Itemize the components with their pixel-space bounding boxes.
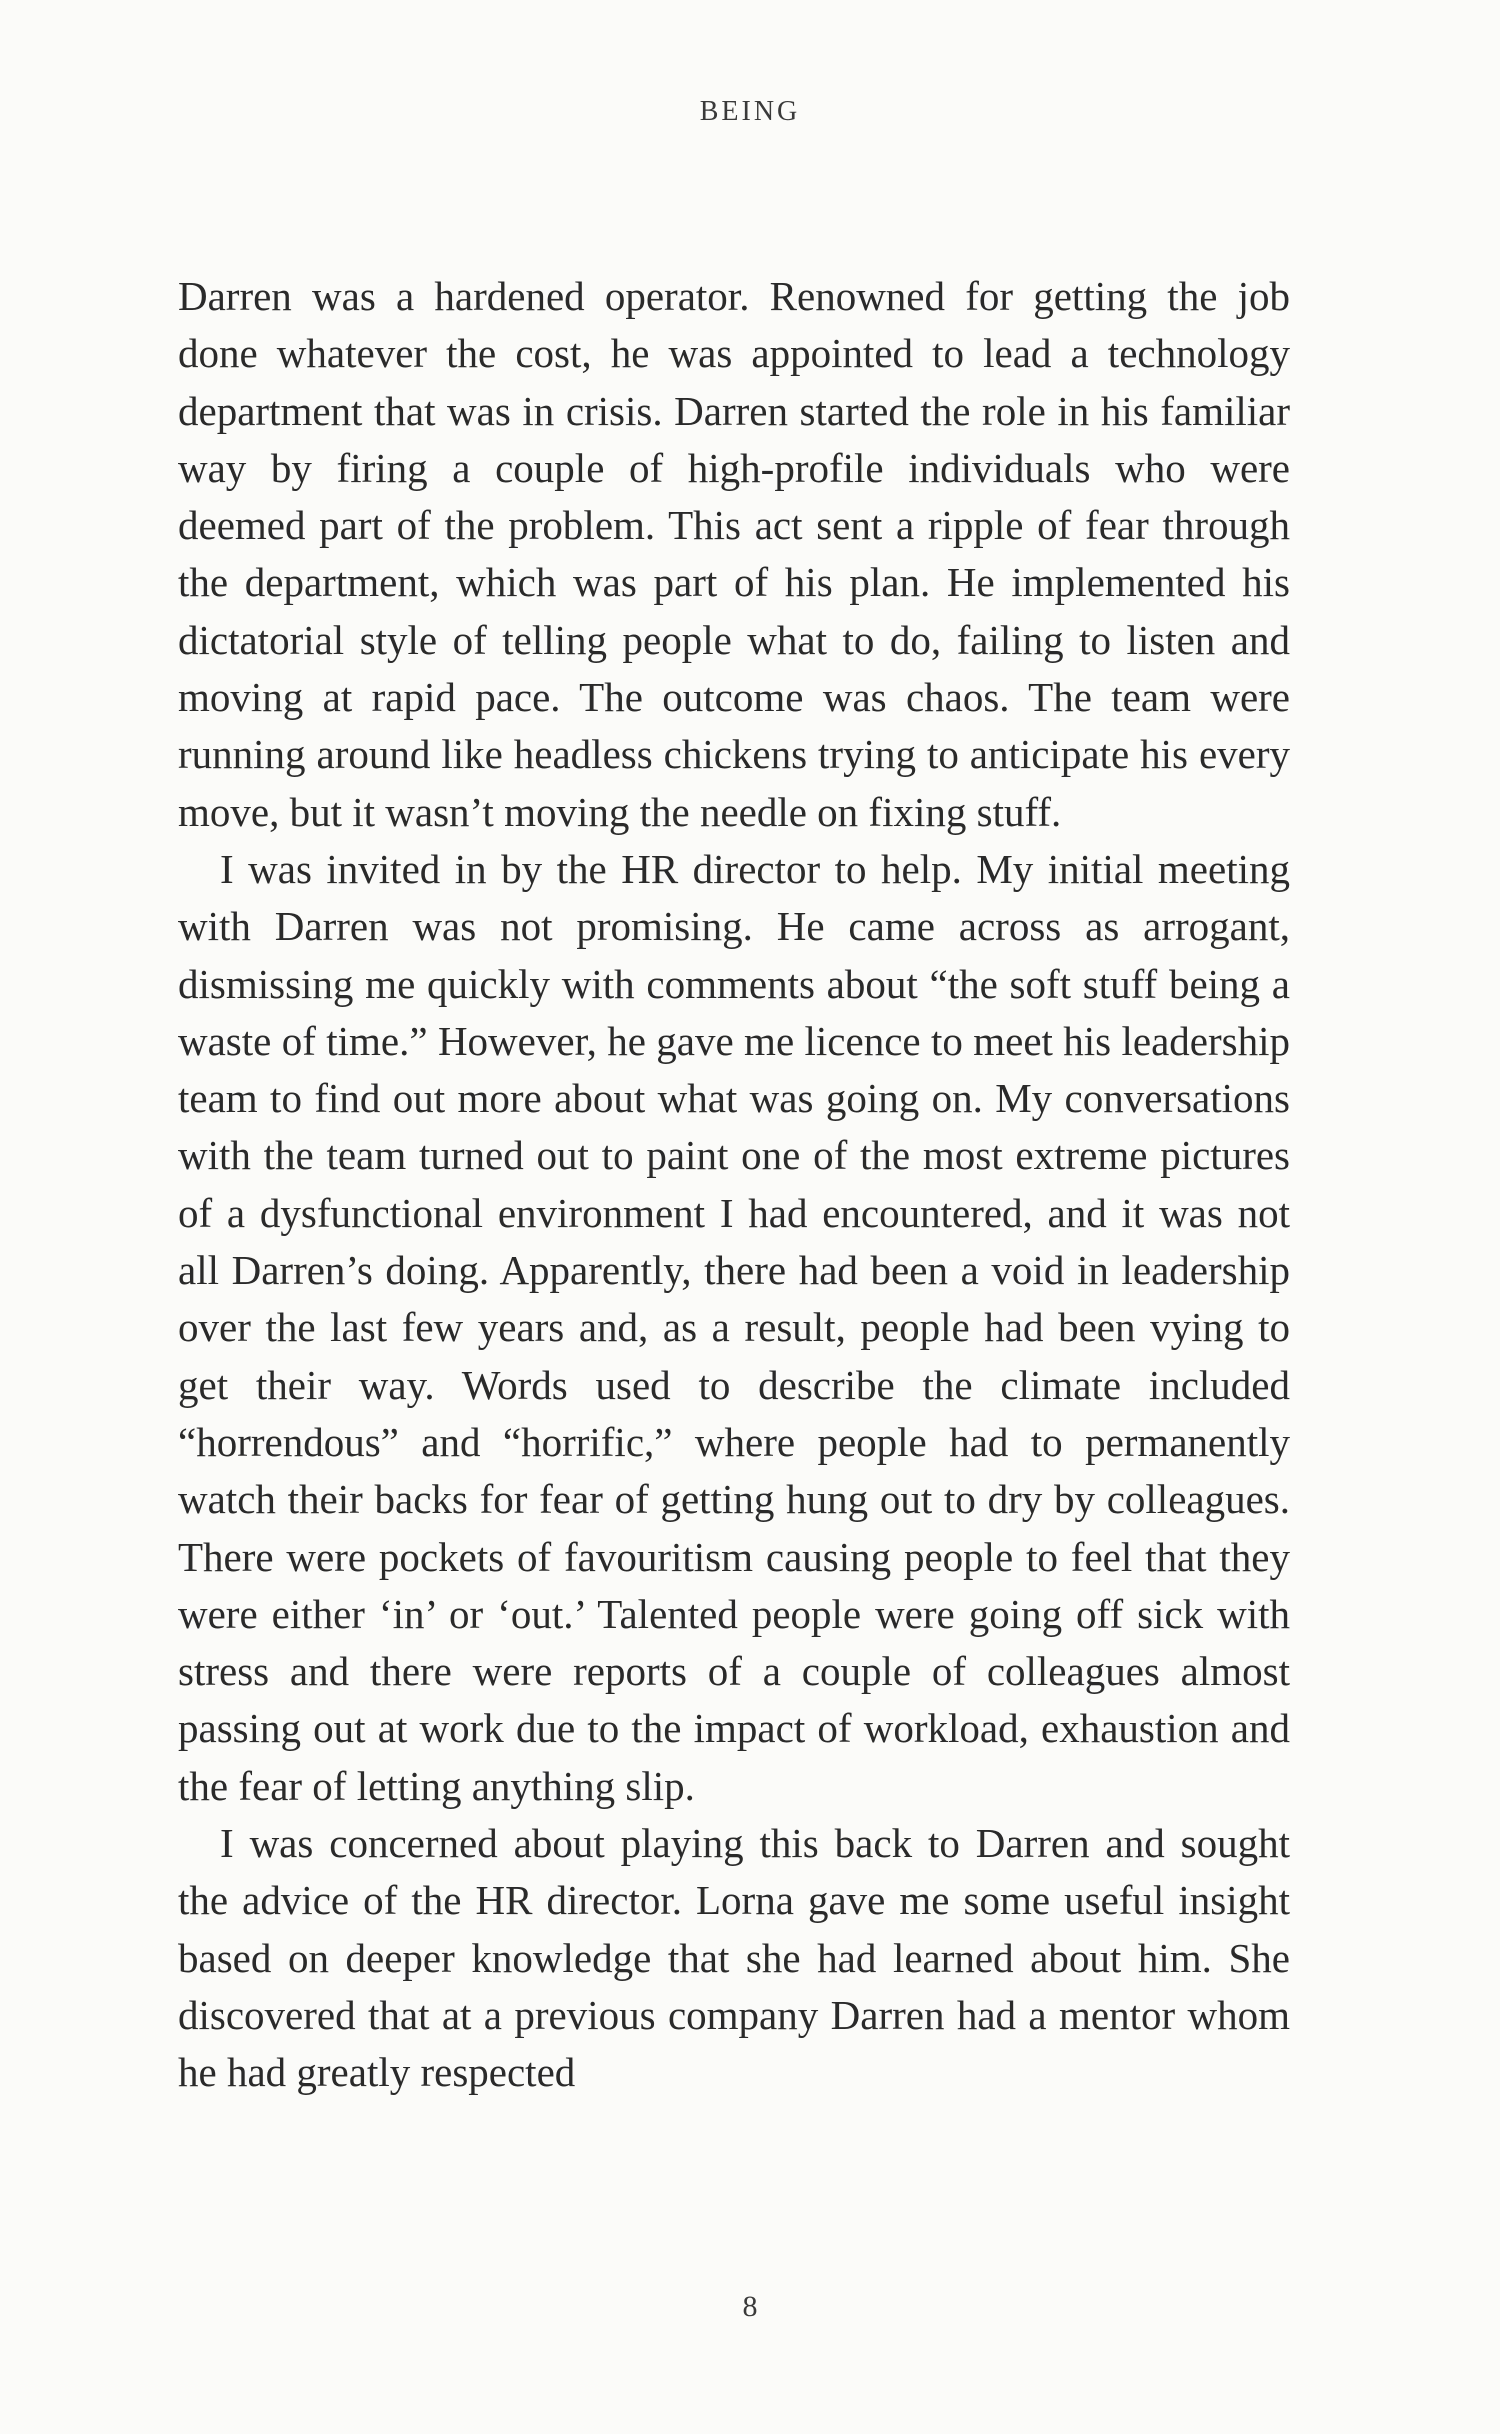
running-head: BEING [699, 96, 801, 127]
body-text [178, 268, 1290, 2102]
paragraph: Darren was a hardened operator. Renowned for getting the job done whatever the cost, he was appointed to lead a technology department that was in crisis. Darren started the role in his familiar way by firing a couple of high-profile individuals who were deemed part of the problem. This act sent a ripple of fear through the department, which was part of his plan. He implemented his dictatorial style of telling people what to do, failing to listen and moving at rapid pace. The outcome was chaos. The team were running around like headless chickens trying to anticipate his every move, but it wasn’t moving the needle on fixing stuff. [178, 273, 1290, 835]
page-number: 8 [742, 2290, 758, 2323]
paragraph: I was invited in by the HR director to help. My initial meeting with Darren was not promising. He came across as arrogant, dismissing me quickly with comments about “the soft stuff being a waste of time.” However, he gave me licence to meet his leadership team to find out more about what was going on. My conversations with the team turned out to paint one of the most extreme pictures of a dysfunctional environment I had encountered, and it was not all Darren’s doing. Apparently, there had been a void in leadership over the last few years and, as a result, people had been vying to get their way. Words used to describe the climate included “horrendous” and “horrific,” where people had to permanently watch their backs for fear of getting hung out to dry by colleagues. There were pockets of favouritism causing people to feel that they were either ‘in’ or ‘out.’ Talented people were going off sick with stress and there were reports of a couple of colleagues almost passing out at work due to the impact of workload, exhaustion and the fear of letting anything slip. [178, 845, 1290, 1809]
paragraph: I was concerned about playing this back to Darren and sought the advice of the HR director. Lorna gave me some useful insight based on deeper knowledge that she had learned about him. She discovered that at a previous company Darren had a mentor whom he had greatly respected [178, 1820, 1290, 2096]
